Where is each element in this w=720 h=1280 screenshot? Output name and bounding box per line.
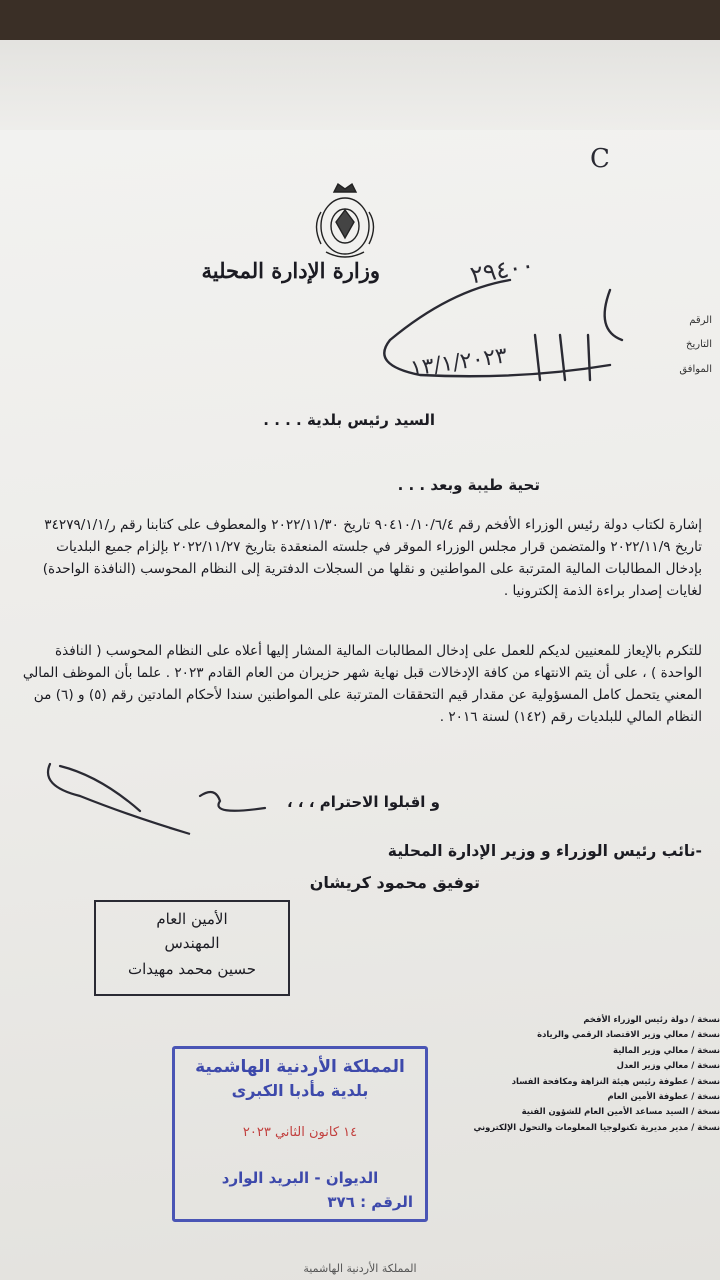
footer-text: المملكة الأردنية الهاشمية — [303, 1262, 417, 1275]
signer-name: توفيق محمود كريشان — [309, 873, 480, 892]
recipient-line: السيد رئيس بلدية . . . . — [263, 411, 435, 429]
stamp-ref: الرقم : ٣٧٦ — [327, 1193, 413, 1211]
closing-line: و اقبلوا الاحترام ، ، ، — [287, 793, 440, 811]
stamp-office: الديوان - البريد الوارد — [221, 1169, 379, 1187]
received-mail-stamp — [172, 1046, 428, 1222]
handwritten-ref-number: ٢٩٤٠٠ — [468, 250, 537, 290]
copy-item: نسخة / دولة رئيس الوزراء الأفخم — [583, 1014, 720, 1024]
paper-fold-shadow — [0, 40, 720, 130]
secretary-rank: المهندس — [164, 934, 220, 952]
copies-list — [472, 1012, 720, 1135]
handwritten-top-mark: C — [590, 144, 610, 174]
secretary-title: الأمين العام — [156, 910, 228, 928]
stamp-municipality: بلدية مأدبا الكبرى — [231, 1081, 369, 1100]
greeting-line: تحية طيبة وبعد . . . — [397, 476, 540, 494]
signer-title: -نائب رئيس الوزراء و وزير الإدارة المحلية — [387, 842, 702, 860]
copy-item: نسخة / معالي وزير المالية — [613, 1044, 720, 1055]
secretary-general-box — [94, 900, 290, 996]
meta-date-label: التاريخ — [686, 339, 712, 350]
secretary-name: حسين محمد مهيدات — [127, 960, 257, 978]
copy-item: نسخة / السيد مساعد الأمين العام للشؤون الفنية — [521, 1106, 720, 1117]
body-paragraph-2: للتكرم بالإيعاز للمعنيين لديكم للعمل على إدخال المطالبات المالية المشار إليها أعلاه على النظام المحوسب ( النافذة الواحدة ) ، على أن يتم الانتهاء من كافة الإدخالات قبل نهاية شهر حزيران من العام القادم ٢٠٢٣ . علما بأن الموظف المالي المعني يتحمل كامل المسؤولية عن مقدار قيم التحققات المترتبة على المواطنين سندا لأحكام المادتين رقم (٥) و (٦) من النظام المالي للبلديات رقم (١٤٢) لسنة ٢٠١٦ . — [22, 643, 702, 725]
ministry-title: وزارة الإدارة المحلية — [201, 258, 380, 283]
stamp-date: ١٤ كانون الثاني ٢٠٢٣ — [242, 1125, 358, 1140]
handwritten-date: ١٣/١/٢٠٢٣ — [408, 343, 509, 382]
meta-corresponding-label: الموافق — [679, 364, 712, 375]
stamp-kingdom: المملكة الأردنية الهاشمية — [195, 1057, 405, 1077]
copy-item: نسخة / عطوفة الأمين العام — [607, 1090, 720, 1101]
signature-scribble-icon — [40, 756, 270, 846]
copy-item: نسخة / معالي وزير العدل — [616, 1060, 720, 1071]
copy-item: نسخة / مدير مديرية تكنولوجيا المعلومات والتحول الإلكتروني — [473, 1121, 720, 1132]
body-paragraph-1: إشارة لكتاب دولة رئيس الوزراء الأفخم رقم ٩٠٤١٠/١٠/٦/٤ تاريخ ٢٠٢٢/١١/٣٠ والمعطوف على كتابنا رقم ر/٣٤٢٧٩/١/١ تاريخ ٢٠٢٢/١١/٩ والمتضمن قرار مجلس الوزراء الموقر في جلسته المنعقدة بتاريخ ٢٠٢٢/١١/٢٧ بإلزام جميع البلديات بإدخال المطالبات المالية المترتبة على المواطنين و نقلها من السجلات الدفترية إلى النظام المحوسب (النافذة الواحدة) لغايات إصدار براءة الذمة إلكترونيا . — [42, 517, 702, 599]
copy-item: نسخة / معالي وزير الاقتصاد الرقمي والريادة — [537, 1029, 720, 1040]
copy-item: نسخة / عطوفة رئيس هيئة النزاهة ومكافحة الفساد — [511, 1075, 720, 1086]
meta-ref-label: الرقم — [689, 315, 712, 326]
